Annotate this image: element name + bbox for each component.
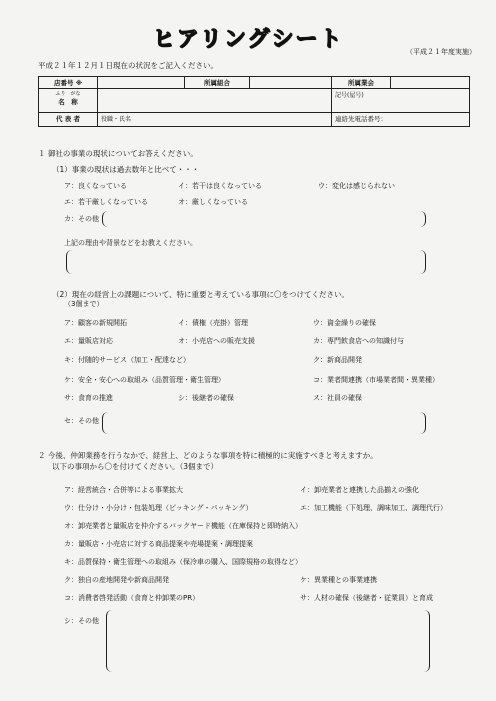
name-label: 名 称 <box>58 98 78 106</box>
q2-option-ke[interactable]: ケ：異業種との事業連携 <box>300 576 377 584</box>
q1-issue-u[interactable]: ウ：資金繰りの確保 <box>313 319 376 327</box>
q1-other-input[interactable] <box>102 211 426 227</box>
q2-option-ki[interactable]: キ：品質保持・衛生管理への取組み（保冷車の購入、国際規格の取得など） <box>64 558 302 566</box>
q2-heading: ２ 今後、仲卸業務を行うなかで、経営上、どのような事項を特に積極的に実施すべきと考えますか。 <box>38 451 378 460</box>
q1-issue-se[interactable]: セ：その他 <box>64 417 99 425</box>
q1-issue-a[interactable]: ア：顧客の新規開拓 <box>64 319 127 327</box>
company-info-table <box>38 76 470 127</box>
q1-option-i[interactable]: イ：若干は良くなっている <box>178 182 262 190</box>
q1-sub2-note: （3個まで） <box>64 300 104 308</box>
q1-issue-ki[interactable]: キ：付随的サービス（加工・配達など） <box>64 356 190 364</box>
q1-issue-ku[interactable]: ク：新商品開発 <box>313 356 362 364</box>
q2-option-u[interactable]: ウ：仕分け・小分け・包装処理（ピッキング・パッキング） <box>64 504 253 512</box>
q1-issue-e[interactable]: エ：量販店対応 <box>64 337 113 345</box>
q1-option-ka[interactable]: カ：その他 <box>64 215 99 223</box>
as-of-note: 平成２１年１２月１日現在の状況をご記入ください。 <box>38 61 218 70</box>
association-label: 所属組合 <box>185 77 250 89</box>
q2-option-sa[interactable]: サ：人材の確保（後継者・従業員）と育成 <box>300 594 433 602</box>
industry-label: 所属業会 <box>332 77 391 89</box>
q1-option-e[interactable]: エ：若干厳しくなっている <box>64 198 148 206</box>
q2-option-shi[interactable]: シ：その他 <box>64 617 99 625</box>
q2-option-ku[interactable]: ク：独自の産地開発や新商品開発 <box>64 576 169 584</box>
q2-option-ka[interactable]: カ：量販店・小売店に対する商品提案や売場提案・調理提案 <box>64 540 253 548</box>
q1-sub1: （1）事業の現状は過去数年と比べて・・・ <box>52 165 200 174</box>
q1-issue-shi[interactable]: シ：後継者の確保 <box>178 394 234 402</box>
q1-issue-sa[interactable]: サ：食育の推進 <box>64 394 113 402</box>
name-label-cell <box>39 89 98 113</box>
representative-field[interactable]: 役職・氏名 <box>98 113 332 127</box>
association-field[interactable] <box>250 77 332 89</box>
q1-issue-ko[interactable]: コ：業者間連携（市場業者間・異業種） <box>313 376 439 384</box>
q1-heading: １ 御社の事業の現状についてお答えください。 <box>38 149 198 158</box>
q1-issue-su[interactable]: ス：社員の確保 <box>313 394 362 402</box>
q2-option-e[interactable]: エ：加工機能（下処理、調味加工、調理代行） <box>300 504 447 512</box>
q1-reason-prompt: 上記の理由や背景などをお教えください。 <box>64 239 197 247</box>
q1-issue-ka[interactable]: カ：専門飲食店への知識付与 <box>313 337 404 345</box>
q1-reason-input[interactable] <box>66 250 426 274</box>
industry-field[interactable] <box>391 77 470 89</box>
store-no-label: 店番号 ※ <box>39 77 98 89</box>
representative-label: 代 表 者 <box>39 113 98 127</box>
q1-option-u[interactable]: ウ：変化は感じられない <box>318 182 395 190</box>
q2-heading-2: 以下の事項から〇を付けてください。（3個まで） <box>52 462 219 471</box>
q1-sub2: （2）現在の経営上の課題について、特に重要と考えている事項に〇をつけてください。 <box>52 290 349 299</box>
q2-option-ko[interactable]: コ：消費者啓発活動（食育と仲卸業のPR） <box>64 594 200 602</box>
furigana-label: ふり がな <box>55 91 81 97</box>
q1-issue-ke[interactable]: ケ：安全・安心への取組み（品質管理・衛生管理） <box>64 376 225 384</box>
q2-option-i[interactable]: イ：卸売業者と連携した品揃えの強化 <box>300 486 419 494</box>
q2-other-input[interactable] <box>106 610 430 672</box>
fiscal-year-note: （平成２１年度実施） <box>406 48 476 56</box>
q2-option-a[interactable]: ア：経営統合・合併等による事業拡大 <box>64 486 183 494</box>
q1-option-a[interactable]: ア：良くなっている <box>64 182 127 190</box>
q1-issue-i[interactable]: イ：債権（売掛）管理 <box>178 319 248 327</box>
document-title: ヒアリングシート <box>152 27 344 52</box>
q1-issue-o[interactable]: オ：小売店への販売支援 <box>178 337 255 345</box>
q1-issue-other-input[interactable] <box>102 412 426 434</box>
name-field[interactable] <box>98 89 332 113</box>
q2-option-o[interactable]: オ：卸売業者と量販店を仲介するバックヤード機能（在庫保持と即時納入） <box>64 522 302 530</box>
symbol-no-field[interactable]: 記号(屋号) <box>332 89 470 113</box>
contact-phone-field[interactable]: 連絡先電話番号： <box>332 113 470 127</box>
store-no-field[interactable] <box>98 77 185 89</box>
q1-option-o[interactable]: オ：厳しくなっている <box>178 198 248 206</box>
